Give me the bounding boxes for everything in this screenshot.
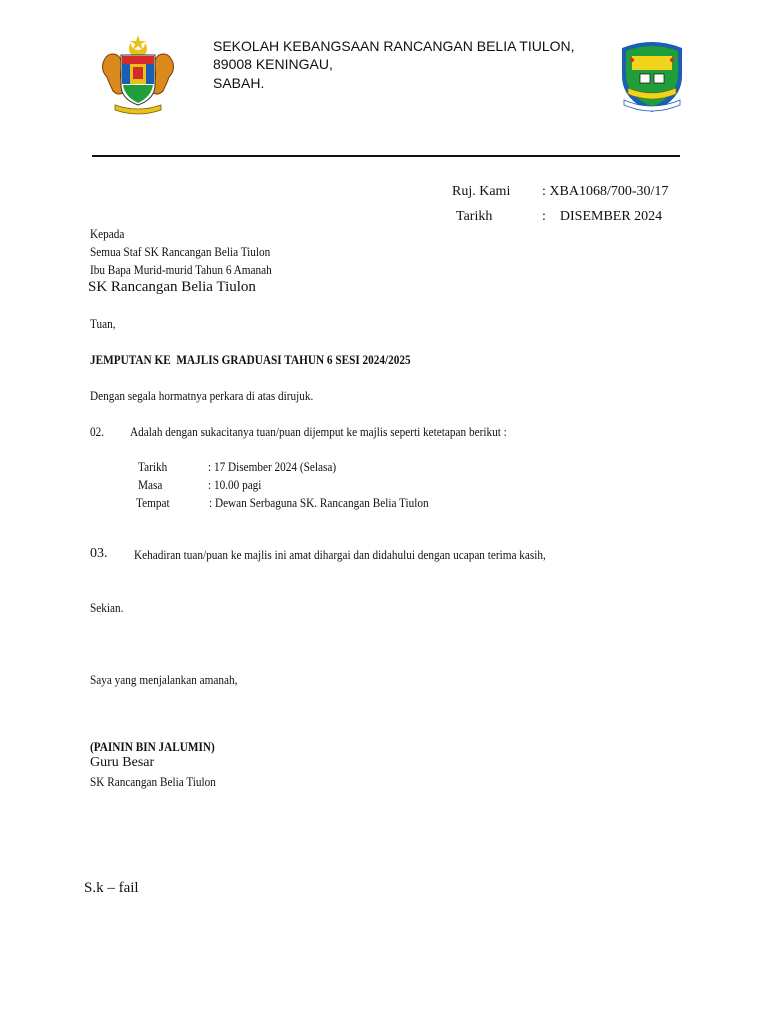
school-address-line: 89008 KENINGAU, [213,56,333,72]
school-name-line: SEKOLAH KEBANGSAAN RANCANGAN BELIA TIULON, [213,38,575,54]
recipient-line: Semua Staf SK Rancangan Belia Tiulon [90,245,271,259]
recipient-line: Ibu Bapa Murid-murid Tahun 6 Amanah [90,263,272,277]
ruj-value: : XBA1068/700-30/17 [542,184,669,199]
paragraph-text: Adalah dengan sukacitanya tuan/puan dijemput ke majlis seperti ketetapan berikut : [130,425,507,439]
date-label: Tarikh [456,209,493,224]
recipient-line: SK Rancangan Belia Tiulon [88,279,256,295]
paragraph-text: Kehadiran tuan/puan ke majlis ini amat dihargai dan didahului dengan ucapan terima kasih, [134,548,546,562]
paragraph-number: 03. [90,546,108,561]
recipient-heading: Kepada [90,227,125,241]
date-value: : DISEMBER 2024 [542,209,663,224]
detail-label: Masa [138,478,163,492]
detail-label: Tempat [136,496,170,510]
detail-label: Tarikh [138,460,168,474]
detail-value: : 10.00 pagi [208,478,262,492]
ruj-label: Ruj. Kami [452,184,511,199]
paragraph-number: 02. [90,425,105,439]
signatory-school: SK Rancangan Belia Tiulon [90,775,216,789]
letter-subject: JEMPUTAN KE MAJLIS GRADUASI TAHUN 6 SESI 2024/2025 [90,353,411,367]
signatory-title: Guru Besar [90,755,155,770]
school-state-line: SABAH. [213,75,265,91]
malaysia-coat-of-arms-icon [95,33,181,115]
sign-off: Saya yang menjalankan amanah, [90,673,238,687]
cc-note: S.k – fail [84,880,139,896]
intro-paragraph: Dengan segala hormatnya perkara di atas dirujuk. [90,389,314,403]
school-shield-logo-icon [614,38,690,114]
detail-value: : 17 Disember 2024 (Selasa) [208,460,337,474]
salutation: Tuan, [90,317,116,331]
signatory-name: (PAININ BIN JALUMIN) [90,740,215,754]
header-divider [92,155,680,157]
closing: Sekian. [90,601,124,615]
detail-value: : Dewan Serbaguna SK. Rancangan Belia Tiulon [209,496,429,510]
